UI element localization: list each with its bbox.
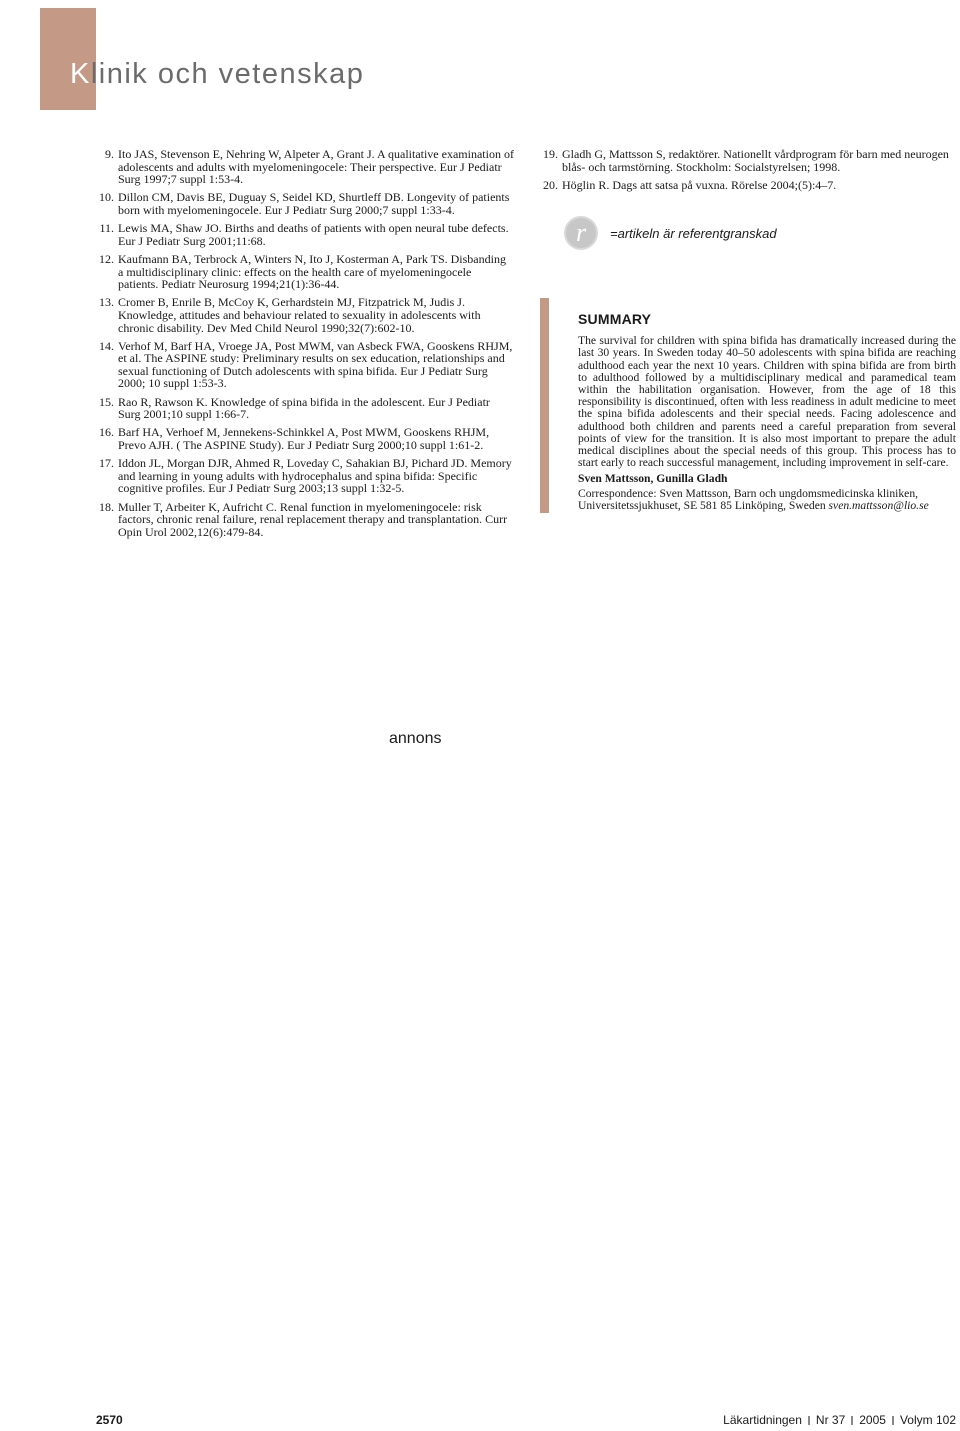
reference-number: 14. (99, 338, 114, 353)
peer-review-text: =artikeln är referentgranskad (610, 225, 777, 241)
reference-number: 9. (105, 147, 114, 161)
summary-heading: SUMMARY (578, 311, 652, 327)
reference-text: Dillon CM, Davis BE, Duguay S, Seidel KD, Shurtleff DB. Longevity of patients born with myelomeningocele. Eur J Pediatr Surg 2000;7 suppl 1:33-4. (118, 190, 510, 217)
reference-list-right (540, 148, 960, 197)
section-title (70, 58, 364, 91)
journal-volume: Volym 102 (899, 1413, 956, 1427)
footer-separator (851, 1416, 853, 1425)
correspondence-text: Correspondence: Sven Mattsson, Barn och ungdomsmedicinska kliniken, Universitetssjukhuset, SE 581 85 Linköping, Sweden (578, 486, 919, 512)
reference-number: 11. (99, 221, 114, 236)
summary-correspondence (578, 488, 956, 512)
footer-separator (892, 1416, 894, 1425)
reference-text: Cromer B, Enrile B, McCoy K, Gerhardstein MJ, Fitzpatrick M, Judis J. Knowledge, attitudes and behaviour related to sexuality in adolescents with chronic disability. Dev Med Child Neurol 1990;32(7):602-10. (118, 295, 481, 335)
correspondence-email: sven.mattsson@lio.se (828, 498, 929, 512)
reference-item (96, 191, 514, 216)
section-title-rest: linik och vetenskap (90, 58, 365, 90)
reference-text: Ito JAS, Stevenson E, Nehring W, Alpeter A, Grant J. A qualitative examination of adolescents and adults with myelomeningocele: Their perspective. Eur J Pediatr Surg 1997;7 suppl 1:53-4. (118, 147, 514, 187)
summary-box (578, 313, 956, 512)
reference-item (96, 457, 514, 495)
reference-item (540, 148, 960, 173)
peer-review-notice (564, 216, 777, 250)
reference-item (96, 253, 514, 291)
reference-item (96, 296, 514, 334)
journal-footer (723, 1413, 956, 1427)
summary-accent-bar (540, 298, 549, 513)
page-number: 2570 (96, 1413, 123, 1427)
ad-placeholder-label: annons (389, 730, 442, 747)
reference-item (96, 148, 514, 186)
reference-text: Muller T, Arbeiter K, Aufricht C. Renal function in myelomeningocele: risk factors, chronic renal failure, renal replacement therapy and transplantation. Curr Opin Urol 2002,12(6):479-84. (118, 499, 508, 539)
reference-number: 17. (99, 456, 114, 471)
reference-number: 19. (543, 147, 558, 161)
reference-number: 10. (99, 190, 114, 205)
reference-number: 15. (99, 394, 114, 409)
reference-text: Barf HA, Verhoef M, Jennekens-Schinkkel A, Post MWM, Gooskens RHJM, Prevo AJH. ( The ASPINE Study). Eur J Pediatr Surg 2000;10 suppl 1:61-2. (118, 425, 490, 453)
journal-year: 2005 (859, 1413, 886, 1427)
summary-body: The survival for children with spina bifida has dramatically increased during the last 30 years. In Sweden today 40–50 adolescents with spina bifida are reaching adulthood each year the next 10 years. Children with spina bifida are from birth to adulthood followed by a multidisciplinary medical and paramedical team within the habilitation organisation. However, from the age of 18 this responsibility is discontinued, often with less readiness in adult medicine to meet the spina bifida adolescents and their special needs. Facing adolescence and adulthood both children and parents need a careful preparation from several points of view for the transition. It is also most important to prepare the adult medical disciplines about the special needs of this group. This process has to start early to reach successful management, including improvement in self-care. (578, 334, 956, 470)
peer-review-icon: r (564, 216, 598, 250)
reference-number: 18. (99, 499, 114, 514)
reference-text: Höglin R. Dags att satsa på vuxna. Rörelse 2004;(5):4–7. (562, 177, 837, 192)
reference-number: 16. (99, 425, 114, 440)
summary-authors: Sven Mattsson, Gunilla Gladh (578, 472, 728, 486)
reference-number: 12. (99, 251, 114, 266)
reference-item (96, 340, 514, 390)
journal-name: Läkartidningen (723, 1413, 802, 1427)
section-title-initial: K (70, 58, 91, 90)
reference-number: 20. (543, 177, 558, 192)
reference-number: 13. (99, 295, 114, 310)
reference-item (96, 396, 514, 421)
reference-item (96, 222, 514, 247)
footer-separator (808, 1416, 810, 1425)
journal-issue: Nr 37 (815, 1413, 846, 1427)
reference-list-left (96, 148, 514, 544)
reference-item (96, 501, 514, 539)
reference-text: Lewis MA, Shaw JO. Births and deaths of patients with open neural tube defects. Eur J Pediatr Surg 2001;11:68. (118, 221, 509, 248)
reference-text: Verhof M, Barf HA, Vroege JA, Post MWM, van Asbeck FWA, Gooskens RHJM, et al. The ASPINE study: Preliminary results on sex education, relationships and sexual functioning of Dutch adolescents with spina bifida. Eur J Pediatr Surg 2000; 10 suppl 1:53-3. (118, 338, 513, 391)
reference-item (540, 179, 960, 192)
reference-text: Iddon JL, Morgan DJR, Ahmed R, Loveday C, Sahakian BJ, Pichard JD. Memory and learning in young adults with hydrocephalus and spina bifida: Specific cognitive profiles. Eur J Pediatr Surg 2003;13 suppl 1:32-5. (118, 456, 512, 496)
reference-text: Gladh G, Mattsson S, redaktörer. Nationellt vårdprogram för barn med neurogen blås- och tarmstörning. Stockholm: Socialstyrelsen; 1998. (562, 147, 949, 174)
reference-text: Kaufmann BA, Terbrock A, Winters N, Ito J, Kosterman A, Park TS. Disbanding a multidisciplinary clinic: effects on the health care of myelomeningocele patients. Pediatr Neurosurg 1994;21(1):36-44. (118, 251, 506, 292)
reference-item (96, 426, 514, 451)
reference-text: Rao R, Rawson K. Knowledge of spina bifida in the adolescent. Eur J Pediatr Surg 2001;10 suppl 1:66-7. (118, 394, 490, 422)
